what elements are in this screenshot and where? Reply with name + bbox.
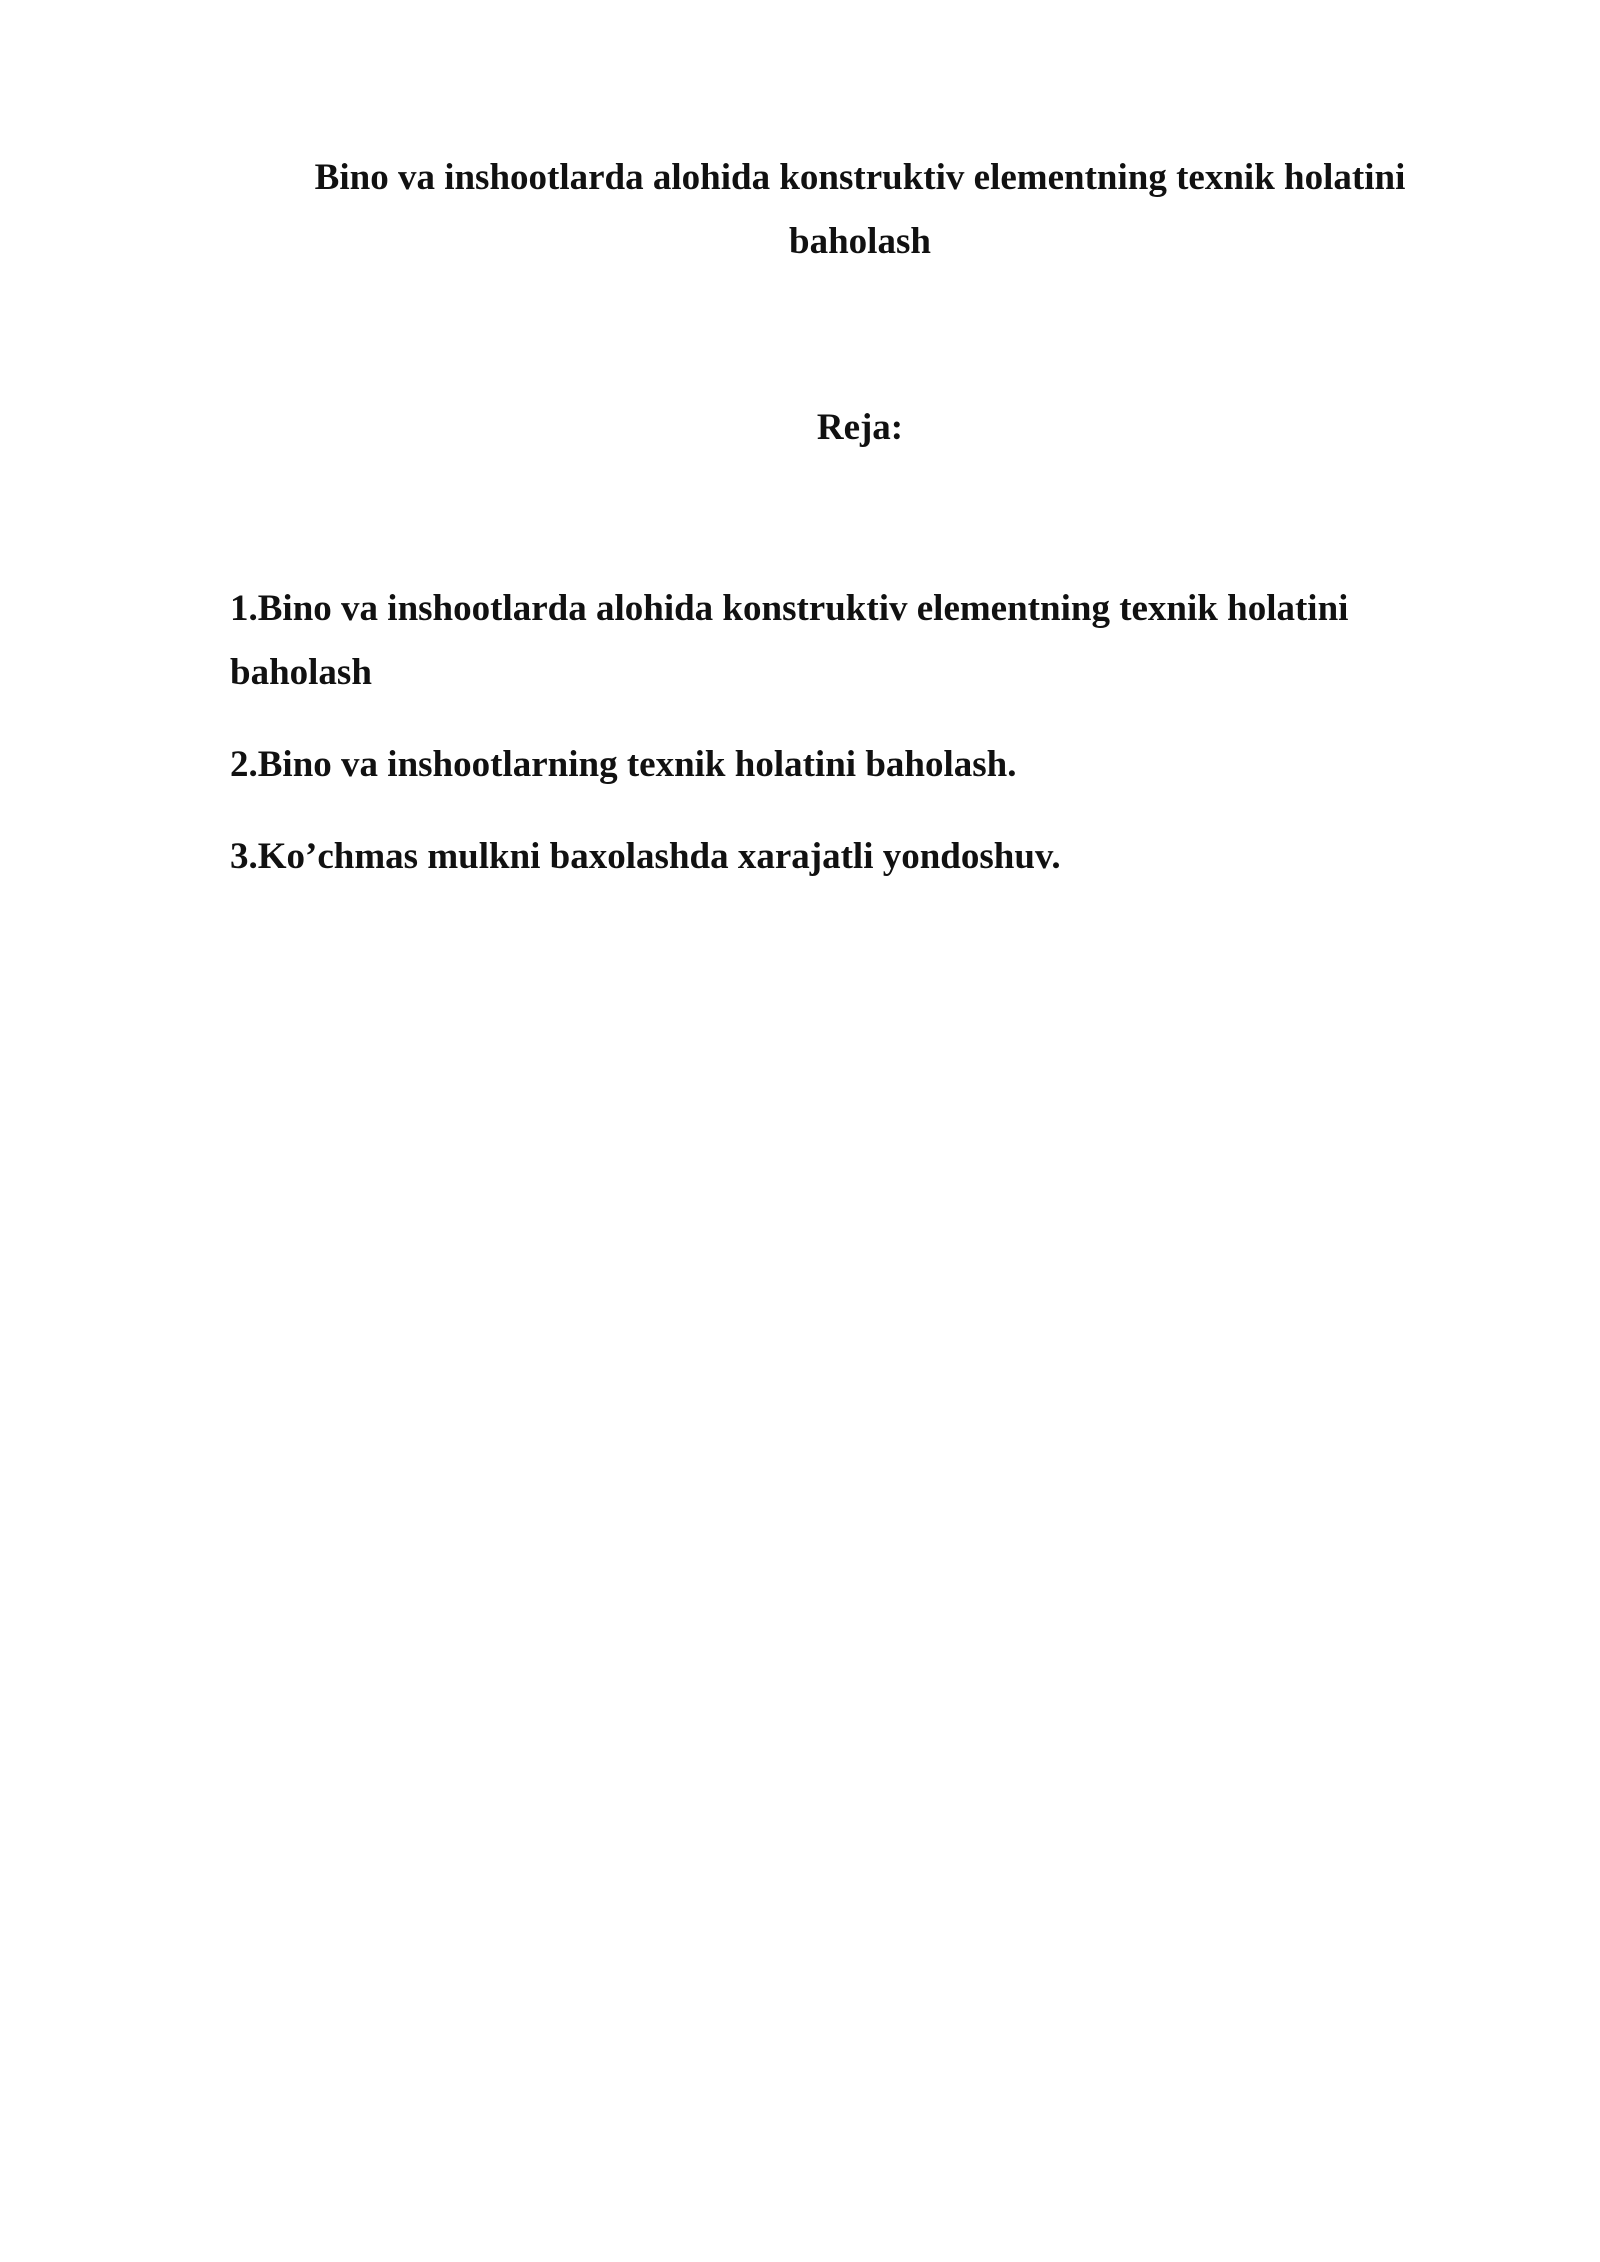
plan-item-3: 3.Ko’chmas mulkni baxolashda xarajatli yondoshuv.	[230, 836, 1061, 877]
plan-heading: Reja:	[816, 407, 904, 448]
plan-item-2: 2.Bino va inshootlarning texnik holatini baholash.	[230, 744, 1017, 785]
plan-list	[230, 577, 1430, 917]
document-title: Bino va inshootlarda alohida konstruktiv elementning texnik holatini baholash	[314, 157, 1406, 262]
plan-item-1: 1.Bino va inshootlarda alohida konstruktiv elementning texnik holatini baholash	[230, 588, 1349, 693]
